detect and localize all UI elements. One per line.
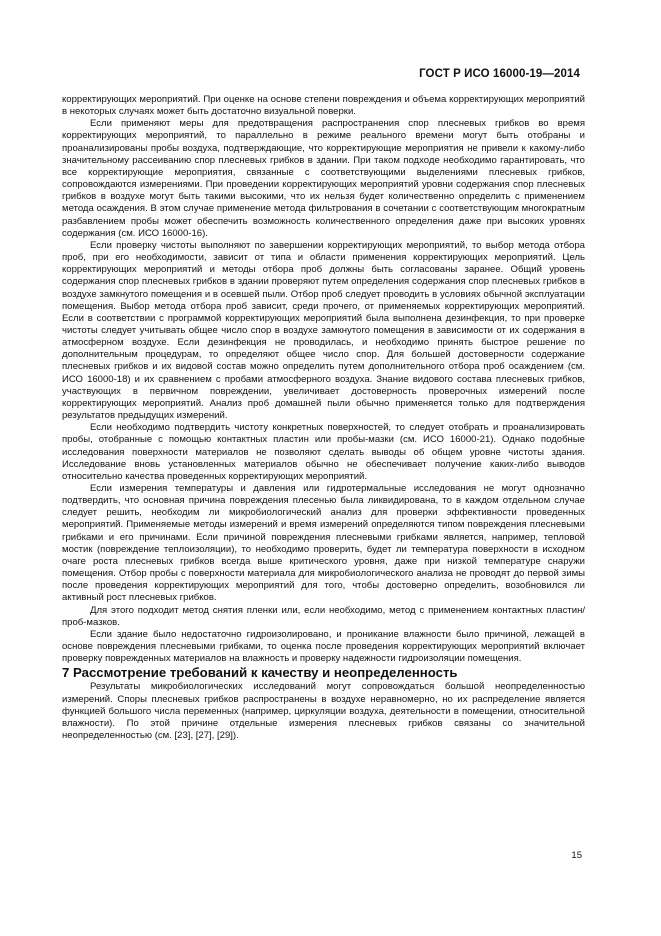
paragraph-surface-cleanliness: Если необходимо подтвердить чистоту конкретных поверхностей, то следует отобрать и проанализировать пробы, отобранные с помощью контактных пластин или пробы-мазки (см. ИСО 16000-21). Однако подобные исследования поверхности материалов не позволяют сделать выводы об общем уровне чистоты здания. Исследование вновь установленных материалов обычно не обеспечивает получение каких-либо выводов относительно качества проведенных корректирующих мероприятий. <box>62 422 585 482</box>
paragraph-film-method: Для этого подходит метод снятия пленки или, если необходимо, метод с применением контактных пластин/проб-мазков. <box>62 604 585 628</box>
document-code-header: ГОСТ Р ИСО 16000-19—2014 <box>419 68 580 80</box>
paragraph-uncertainty: Результаты микробиологических исследований могут сопровождаться большой неопределенностью измерений. Споры плесневых грибков распространены в воздухе неравномерно, но их распределение является функцией большого числа переменных (например, циркуляции воздуха, деятельности в помещении, относительной влажности). По этой причине отдельные измерения плесневых грибков связаны со значительной неопределенностью (см. [23], [27], [29]). <box>62 681 585 741</box>
document-body <box>62 94 585 742</box>
paragraph-continuation: корректирующих мероприятий. При оценке на основе степени повреждения и объема корректирующих мероприятий в некоторых случаях может быть достаточно визуальной поверки. <box>62 94 585 118</box>
page-number: 15 <box>571 850 582 861</box>
paragraph-cleanliness-check: Если проверку чистоты выполняют по завершении корректирующих мероприятий, то выбор метода отбора проб, при его необходимости, зависит от типа и области применения корректирующих мероприятий. Цель корректирующих мероприятий и методы отбора проб должны быть согласованы заранее. Общий уровень содержания спор плесневых грибков в здании проверяют путем определения содержания спор плесневых грибков в воздухе замкнутого помещения и в осевшей пыли. Отбор проб следует проводить в условиях обычной эксплуатации помещения. Выбор метода отбора проб зависит, среди прочего, от применяемых корректирующих мероприятий. Если в соответствии с программой корректирующих мероприятий была выполнена дезинфекция, то при проверке чистоты следует учитывать общее число спор в воздухе замкнутого помещения в зависимости от их содержания в атмосферном воздухе. Если дезинфекция не проводилась, и необходимо принять быстрое решение по дополнительным процедурам, то определяют общее число спор. Для большей достоверности содержание плесневых грибков и их видовой состав можно определить путем дополнительного отбора проб осаждением (см. ИСО 16000-18) и их сравнением с пробами атмосферного воздуха. Знание видового состава плесневых грибков, участвующих в первичном повреждении, увеличивает достоверность проверочных измерений после корректирующих мероприятий. Анализ проб домашней пыли обычно применяется только для подтверждения результатов предыдущих измерений. <box>62 239 585 422</box>
section-7-heading: 7 Рассмотрение требований к качеству и неопределенность <box>62 665 458 681</box>
paragraph-spore-spread-prevention: Если применяют меры для предотвращения распространения спор плесневых грибков во время корректирующих мероприятий, то параллельно в режиме реального времени могут быть отобраны и проанализированы пробы воздуха, подтверждающие, что корректирующие мероприятия не привели к какому-либо значительному рассеиванию спор плесневых грибков в здании. При таком подходе необходимо гарантировать, что все корректирующие мероприятия, связанные с соответствующими выделениями плесневых грибков, сопровождаются измерениями. При проведении корректирующих мероприятий уровни содержания спор плесневых грибков в воздухе могут быть такими высокими, что их нельзя будет количественно определить с применением метода осаждения. В этом случае применение метода фильтрования в сочетании с соответствующим многократным разбавлением пробы может обеспечить возможность количественного определения даже при высоких уровнях содержания (см. ИСО 16000-16). <box>62 118 585 239</box>
paragraph-waterproofing: Если здание было недостаточно гидроизолировано, и проникание влажности было причиной, лежащей в основе повреждения плесневыми грибками, то оценка после проведения корректирующих мероприятий включает проверку поврежденных материалов на влажность и проверку надежности гидроизоляции помещения. <box>62 628 585 665</box>
paragraph-temperature-pressure: Если измерения температуры и давления или гидротермальные исследования не могут однозначно подтвердить, что основная причина повреждения плесенью была ликвидирована, то в каждом отдельном случае следует решить, необходим ли микробиологический анализ для проверки эффективности проведенных мероприятий. Применяемые методы измерений и время измерений определяются типом повреждения плесневыми грибками и его причинами. Если причиной повреждения плесневыми грибками является, например, тепловой мостик (повреждение теплоизоляции), то необходимо проверить, будет ли температура поверхности в исходном очаге роста плесневых грибков всегда выше критического уровня, даже при низкой температуре снаружи помещения. Отбор пробы с поверхности материала для микробиологического анализа не проводят до первой зимы после проведения корректирующих мероприятий для того, чтобы достоверно определить, возобновился ли активный рост плесневых грибков. <box>62 483 585 604</box>
